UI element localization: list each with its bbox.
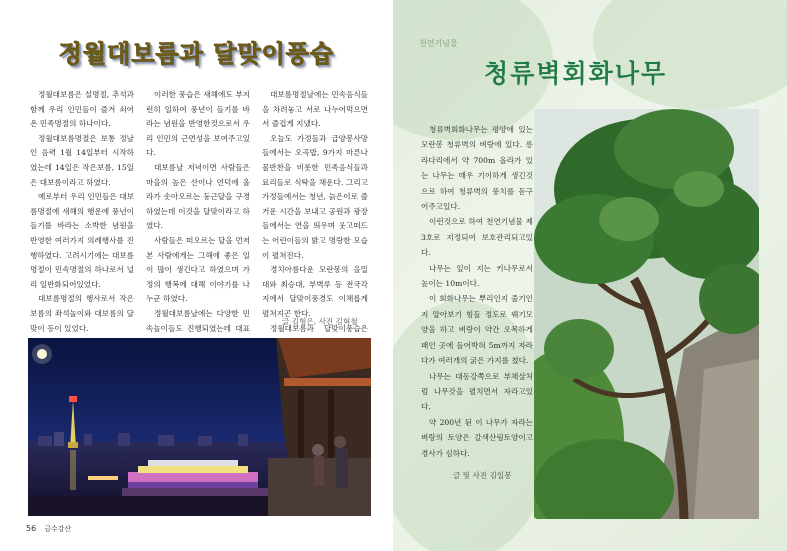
paragraph: 나무는 대동강쪽으로 부채살처럼 나무갓을 펼치면서 자라고있다. — [421, 371, 533, 412]
magazine-name: 금수강산 — [44, 525, 72, 533]
paragraph: 정월대보름명절은 보통 정날인 음력 1월 14일부터 시작하였는데 14일은 작은보름, 15일은 대보름이라고 하였다. — [30, 133, 134, 187]
paragraph: 대보름명절의 행사로서 작은 보름의 좌석놀이와 대보름의 달맞이 등이 있었다. — [30, 294, 134, 333]
paragraph: 오늘도 가정들과 급양봉사망들에서는 오곡밥, 9가지 마른나물반찬을 비롯한 민족음식들과 료리들로 식탁을 채운다. 그리고 가정들에서는 청년, 늙은이로 즐거운 시간을 보내고 공원과 광장들에서는 연을 띄우며 웃고떠드는 어린이들의 밝고 명랑한 모습이 펼쳐진다. — [262, 133, 368, 260]
paragraph: 약 200년 된 이 나무가 자라는 벼랑의 토양은 갈색산림토양이고 경사가 심하다. — [421, 417, 533, 458]
page-footer — [26, 524, 71, 534]
left-page — [0, 0, 393, 551]
left-page-title: 정월대보름과 달맞이풍습 — [58, 40, 335, 68]
paragraph: 예로부터 우리 인민들은 대보름명절에 새해의 행운에 풍년이 들기를 바라는 소박한 념원을 반영한 여러가지 의례행사를 진행하였다. 고려시기에는 대보름명절이 민속명절의 하나로서 널리 일반화되어있었다. — [30, 192, 134, 289]
section-rubric: 천연기념물 — [419, 39, 458, 48]
paragraph: 청류벽회화나무는 평양에 있는 모란봉 청류벽의 벼랑에 있다. 릉라다리에서 약 700m 올라가 있는 나무는 매우 기이하게 생긴것으로 하여 청류벽의 풍치를 돋구어주고있다. — [421, 125, 533, 212]
paragraph: 이 회화나무는 뿌리인지 줄기인지 알아보기 힘들 정도로 꿰기모양을 하고 벼랑이 약간 오목하게 패인 곳에 들어박혀 5m까지 자라다가 여러개의 굵은 가지를 쳤다. — [421, 294, 533, 366]
paragraph: 정월대보름날에는 다양한 민속놀이들도 진행되였는데 대표 — [146, 308, 250, 333]
right-column — [421, 122, 533, 461]
paragraph: 이러한 풍습은 새해에도 부지런히 일하여 풍년이 들기를 바라는 념원을 반영한것으로서 우리 인민의 근면성을 보여주고있다. — [146, 90, 250, 158]
right-page — [393, 0, 787, 551]
left-column-2 — [146, 88, 250, 380]
right-page-title: 청류벽회화나무 — [484, 59, 668, 88]
paragraph: 정월대보름과 달맞이풍습은 — [270, 323, 368, 333]
paragraph: 경치아름다운 모란봉의 을밀대와 최승대, 부벽루 등 전국각지에서 달맞이풍경도 이채롭게 펼쳐지곤 한다. — [262, 265, 368, 318]
paragraph: 사람들은 떠오르는 달을 먼저 본 사람에게는 그해에 좋은 일이 많이 생긴다고 하였으며 가정의 행복에 대해 이야기를 나누군 하였다. — [146, 235, 250, 304]
night-city-photo — [28, 338, 371, 516]
paragraph: 대보름명절날에는 민속음식들을 차려놓고 서로 나누어먹으면서 즐겁게 지냈다. — [262, 90, 368, 129]
paragraph: 대보름날 저녁이면 사람들은 마을의 높은 산이나 언덕에 올라가 솟아오르는 둥근달을 구경하였는데 이것을 달맞이라고 하였다. — [146, 162, 250, 231]
left-credit: 글 김형은, 사진 김혁철 — [282, 317, 358, 326]
pagoda-tree-photo — [534, 109, 759, 519]
right-credit: 글 및 사진 김일봉 — [453, 471, 512, 480]
page-number: 56 — [26, 524, 37, 533]
paragraph: 이런것으로 하여 천연기념물 제3호로 지정되여 보호관리되고있다. — [421, 217, 533, 258]
paragraph: 나무는 잎이 지는 키나무로서 높이는 10m이다. — [421, 263, 533, 289]
paragraph: 정월대보름은 설명절, 추석과 함께 우리 인민들이 즐겨 쇠어온 민족명절의 하나이다. — [30, 90, 134, 129]
